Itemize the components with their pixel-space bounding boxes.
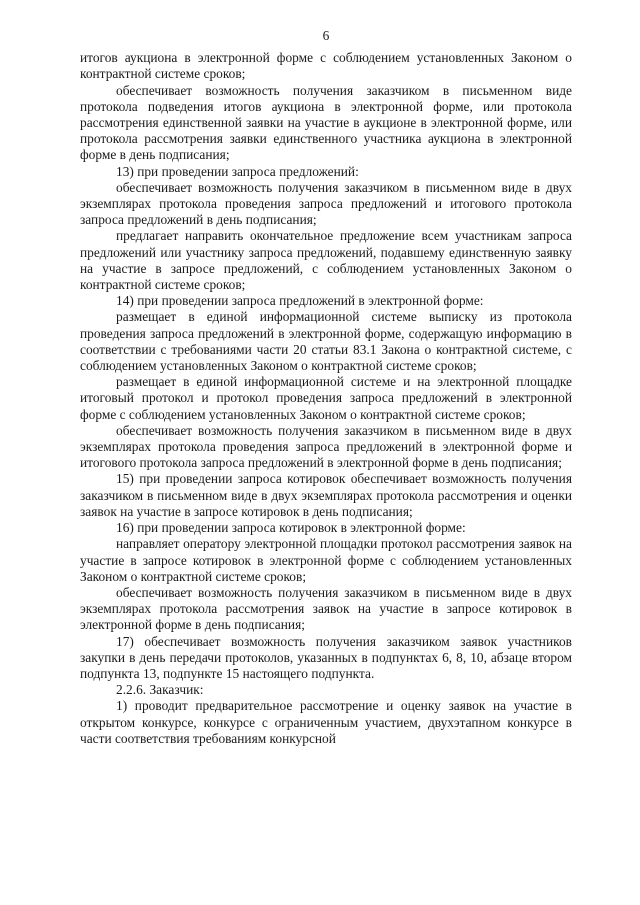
page-number: 6 (322, 28, 330, 43)
paragraph: 1) проводит предварительное рассмотрение и оценку заявок на участие в открытом конкурсе, конкурсе с ограниченным участием, двухэтапном конкурсе в части соответствия требованиям конкурсной (80, 698, 572, 746)
paragraph: обеспечивает возможность получения заказчиком в письменном виде в двух экземплярах протокола рассмотрения заявок на участие в запросе котировок в электронной форме в день подписания; (80, 584, 572, 633)
paragraph: итогов аукциона в электронной форме с соблюдением установленных Законом о контрактной системе сроков; (80, 50, 572, 82)
paragraph: размещает в единой информационной системе выписку из протокола проведения запроса предложений в электронной форме, содержащую информацию в соответствии с требованиями части 20 статьи 83.1 Закона о контрактной системе, с соблюдением установленных Законом о контрактной системе сроков; (80, 309, 572, 374)
paragraph: предлагает направить окончательное предложение всем участникам запроса предложений или участнику запроса предложений, подавшему единственную заявку на участие в запросе предложений, с соблюдением установленных Законом о контрактной системе сроков; (80, 228, 572, 293)
paragraph: направляет оператору электронной площадки протокол рассмотрения заявок на участие в запросе котировок в электронной форме с соблюдением установленных Законом о контрактной системе сроков; (80, 536, 572, 584)
paragraph: 13) при проведении запроса предложений: (116, 163, 359, 179)
paragraph: 17) обеспечивает возможность получения заказчиком заявок участников закупки в день передачи протоколов, указанных в подпунктах 6, 8, 10, абзаце втором подпункта 13, подпункте 15 настоящего подпункта. (80, 633, 572, 681)
paragraph: 16) при проведении запроса котировок в электронной форме: (116, 520, 466, 536)
document-page (80, 28, 572, 747)
paragraph: 2.2.6. Заказчик: (116, 682, 204, 698)
paragraph: 14) при проведении запроса предложений в электронной форме: (116, 293, 484, 309)
paragraph: обеспечивает возможность получения заказчиком в письменном виде в двух экземплярах протокола проведения запроса предложений в электронной форме и итогового протокола запроса предложений в электронной форме в день подписания; (80, 422, 572, 471)
paragraph: размещает в единой информационной системе и на электронной площадке итоговый протокол и протокол проведения запроса предложений в электронной форме с соблюдением установленных Законом о контрактной системе сроков; (80, 374, 572, 422)
paragraph: 15) при проведении запроса котировок обеспечивает возможность получения заказчиком в письменном виде в двух экземплярах протокола рассмотрения и оценки заявок на участие в запросе котировок в день подписания; (80, 471, 572, 519)
paragraph: обеспечивает возможность получения заказчиком в письменном виде в двух экземплярах протокола проведения запроса предложений и итогового протокола запроса предложений в день подписания; (80, 179, 572, 228)
paragraph: обеспечивает возможность получения заказчиком в письменном виде протокола подведения итогов аукциона в электронной форме, или протокола рассмотрения единственной заявки на участие в аукционе в электронной форме, или протокола рассмотрения заявки единственного участника аукциона в электронной форме в день подписания; (80, 82, 572, 163)
